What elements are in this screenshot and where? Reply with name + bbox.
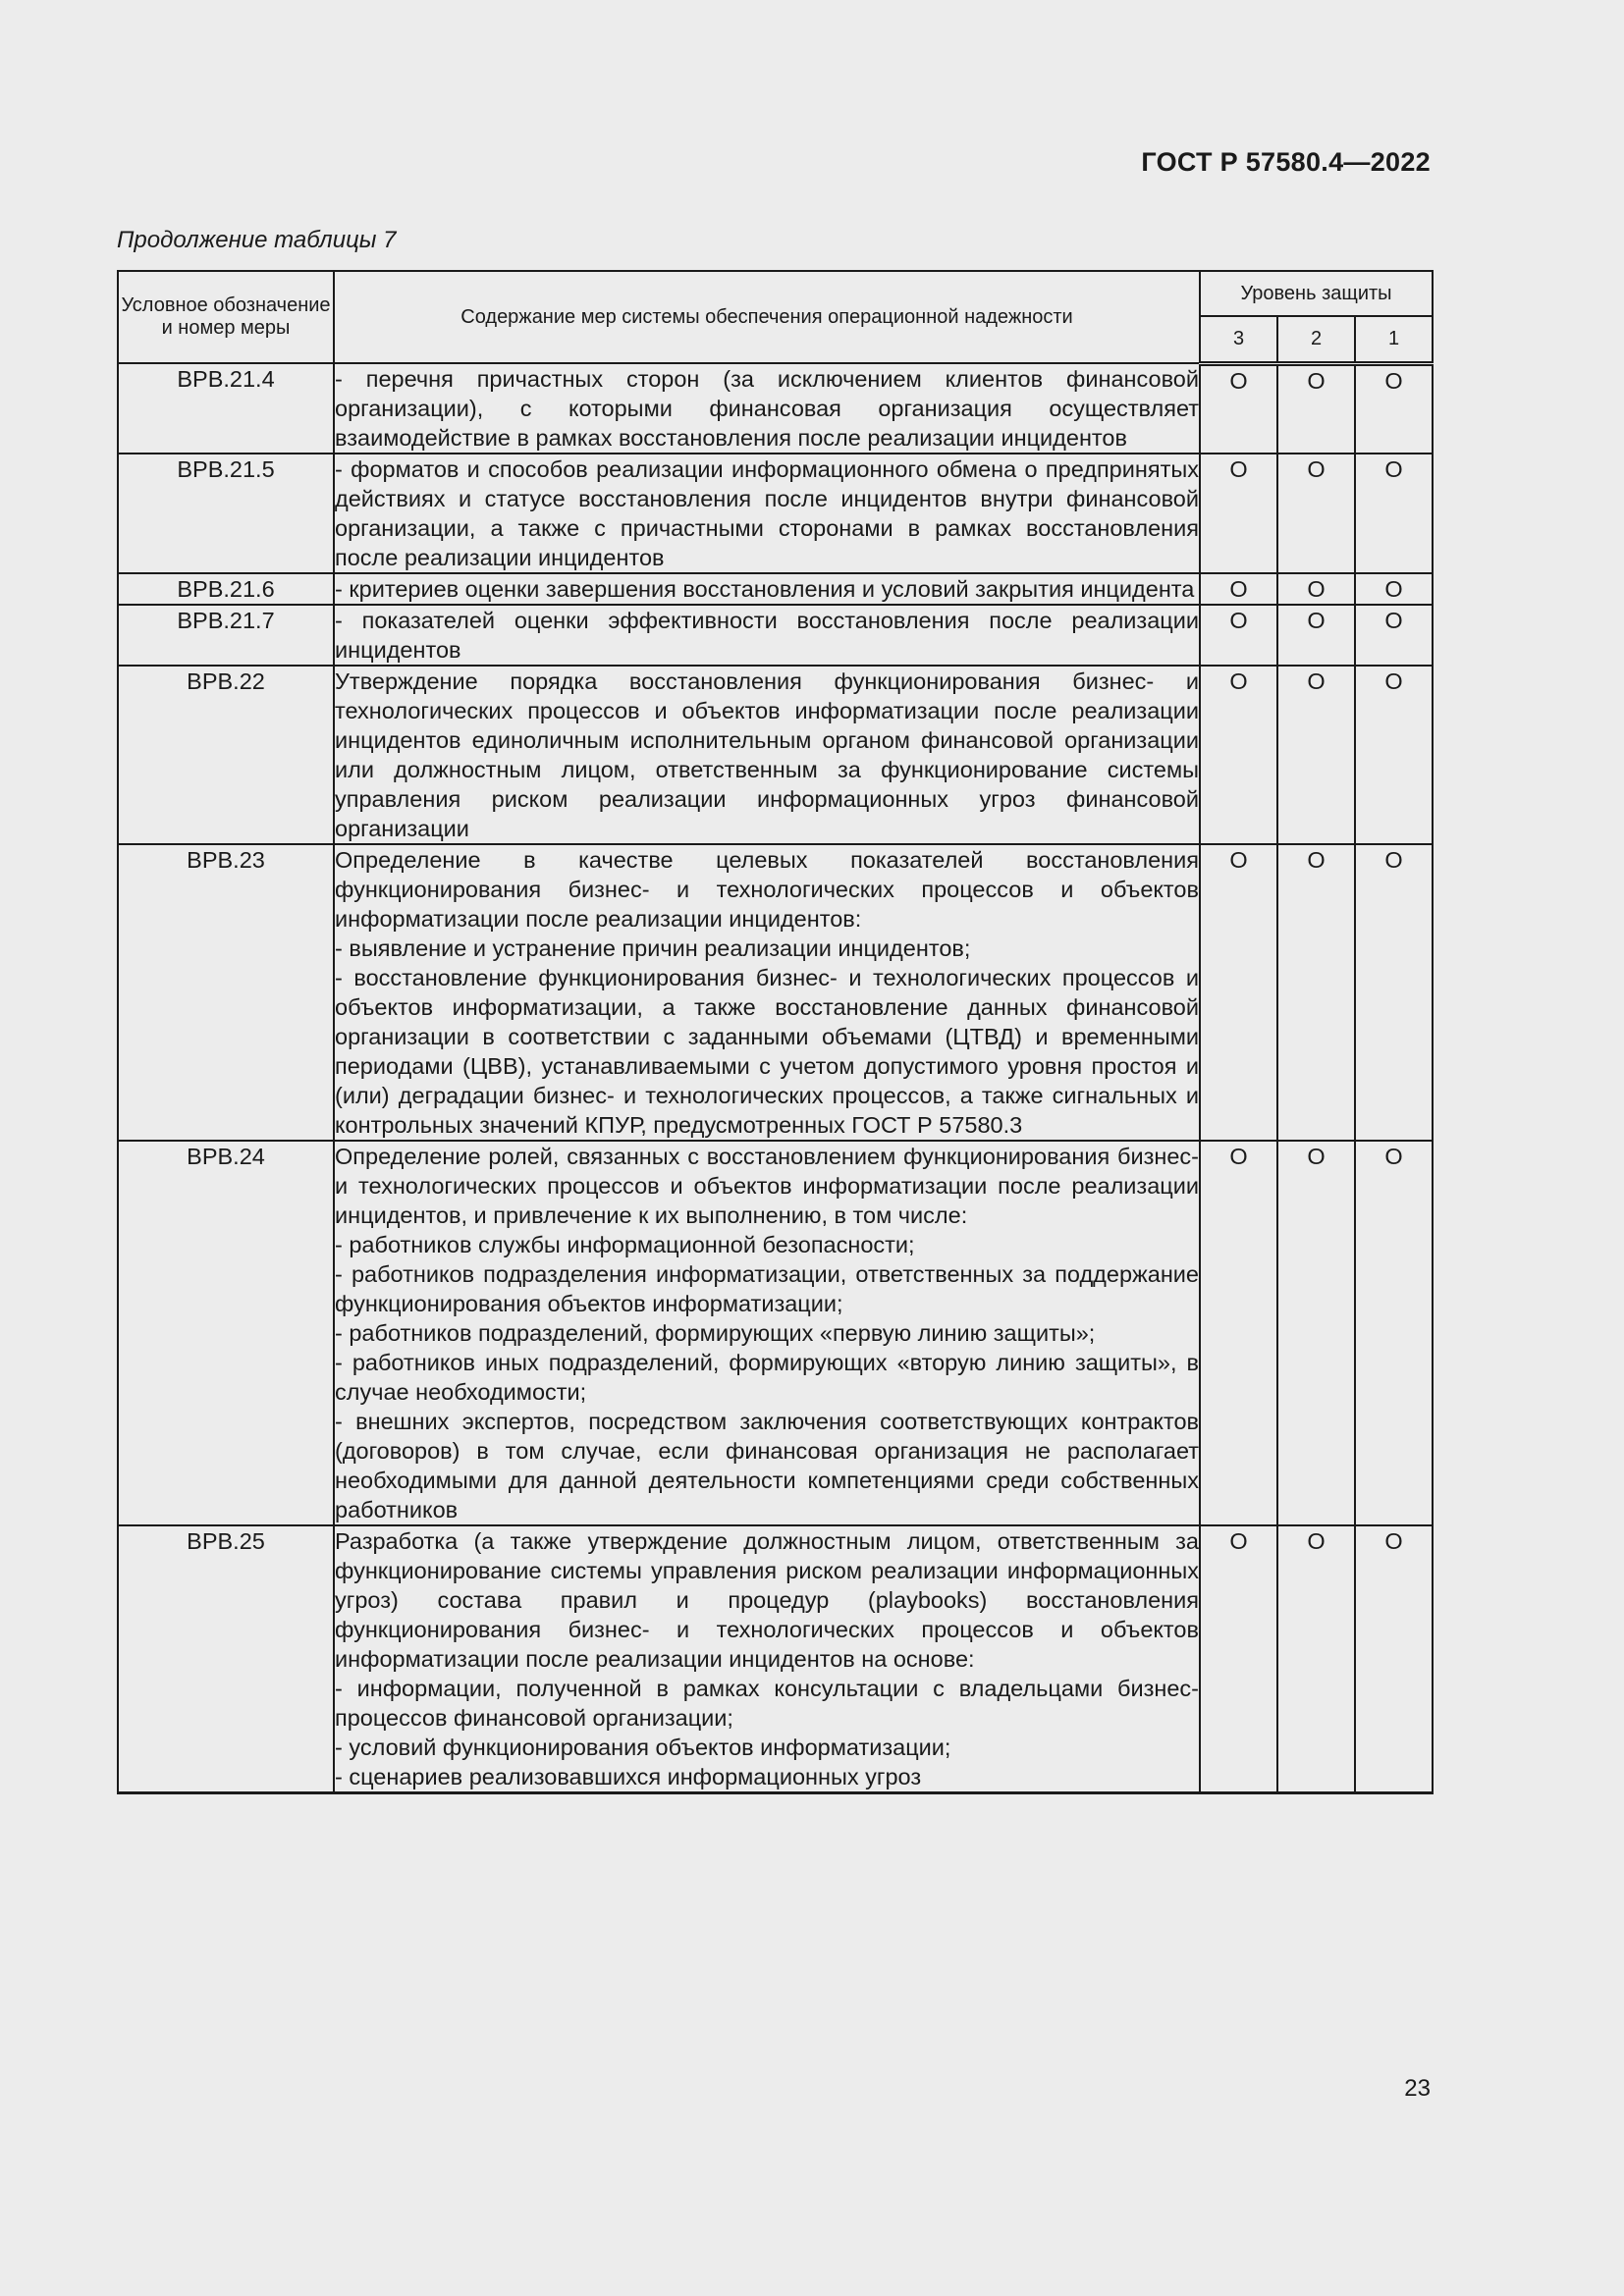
document-id: ГОСТ Р 57580.4—2022 xyxy=(1141,147,1431,177)
level-2-mark: О xyxy=(1277,844,1355,1141)
description-paragraph: Утверждение порядка восстановления функционирования бизнес- и технологических процессов и объектов информатизации после реализации инцидентов единоличным исполнительным органом финансовой организации или должностным лицом, ответственным за функционирование системы управления риском реализации информационных угроз финансовой организации xyxy=(335,668,1199,841)
description-paragraph: - восстановление функционирования бизнес- и технологических процессов и объектов информатизации, а также восстановление данных финансовой организации в соответствии с заданными объемами (ЦТВД) и временными периодами (ЦВВ), устанавливаемыми с учетом допустимого уровня простоя и (или) деградации бизнес- и технологических процессов, а также сигнальных и контрольных значений КПУР, предусмотренных ГОСТ Р 57580.3 xyxy=(335,965,1199,1138)
level-3-mark: О xyxy=(1200,666,1277,844)
level-3-mark: О xyxy=(1200,573,1277,605)
measure-description xyxy=(334,573,1200,605)
level-2-mark: О xyxy=(1277,454,1355,573)
table-row xyxy=(118,666,1433,844)
measure-description xyxy=(334,454,1200,573)
level-2-mark: О xyxy=(1277,363,1355,454)
measure-code: ВРВ.21.4 xyxy=(118,363,334,454)
level-header-1: 1 xyxy=(1355,316,1433,363)
description-paragraph: - работников иных подразделений, формирующих «вторую линию защиты», в случае необходимости; xyxy=(335,1350,1199,1405)
measure-code: ВРВ.21.7 xyxy=(118,605,334,666)
description-paragraph: - выявление и устранение причин реализации инцидентов; xyxy=(335,935,971,961)
measure-code: ВРВ.21.5 xyxy=(118,454,334,573)
description-paragraph: Разработка (а также утверждение должностным лицом, ответственным за функционирование системы управления риском реализации информационных угроз) состава правил и процедур (playbooks) восстановления функционирования бизнес- и технологических процессов и объектов информатизации после реализации инцидентов на основе: xyxy=(335,1528,1199,1672)
level-header-2: 2 xyxy=(1277,316,1355,363)
description-paragraph: - показателей оценки эффективности восстановления после реализации инцидентов xyxy=(335,608,1199,663)
level-2-mark: О xyxy=(1277,666,1355,844)
measure-code: ВРВ.23 xyxy=(118,844,334,1141)
level-2-mark: О xyxy=(1277,573,1355,605)
measure-description xyxy=(334,1141,1200,1525)
table-row xyxy=(118,363,1433,454)
table-row xyxy=(118,605,1433,666)
measure-description xyxy=(334,363,1200,454)
table-body xyxy=(118,363,1433,1793)
measures-table xyxy=(117,270,1434,1794)
description-paragraph: - работников службы информационной безопасности; xyxy=(335,1232,915,1257)
description-paragraph: - форматов и способов реализации информационного обмена о предпринятых действиях и статусе восстановления после инцидентов внутри финансовой организации, а также с причастными сторонами в рамках восстановления после реализации инцидентов xyxy=(335,456,1199,570)
level-1-mark: О xyxy=(1355,363,1433,454)
level-3-mark: О xyxy=(1200,1525,1277,1793)
level-3-mark: О xyxy=(1200,1141,1277,1525)
level-2-mark: О xyxy=(1277,605,1355,666)
level-3-mark: О xyxy=(1200,605,1277,666)
level-1-mark: О xyxy=(1355,844,1433,1141)
table-row xyxy=(118,454,1433,573)
measure-code: ВРВ.21.6 xyxy=(118,573,334,605)
description-paragraph: - критериев оценки завершения восстановления и условий закрытия инцидента xyxy=(335,576,1195,602)
level-1-mark: О xyxy=(1355,454,1433,573)
description-paragraph: - внешних экспертов, посредством заключения соответствующих контрактов (договоров) в том случае, если финансовая организация не располагает необходимыми для данной деятельности компетенциями среди собственных работников xyxy=(335,1409,1199,1522)
measure-code: ВРВ.22 xyxy=(118,666,334,844)
level-1-mark: О xyxy=(1355,666,1433,844)
level-3-mark: О xyxy=(1200,363,1277,454)
description-paragraph: - сценариев реализовавшихся информационных угроз xyxy=(335,1764,922,1789)
table-row xyxy=(118,1141,1433,1525)
level-1-mark: О xyxy=(1355,1141,1433,1525)
description-paragraph: - работников подразделения информатизации, ответственных за поддержание функционирования объектов информатизации; xyxy=(335,1261,1199,1316)
level-1-mark: О xyxy=(1355,1525,1433,1793)
table-row xyxy=(118,573,1433,605)
level-1-mark: О xyxy=(1355,605,1433,666)
description-paragraph: Определение ролей, связанных с восстановлением функционирования бизнес- и технологических процессов и объектов информатизации после реализации инцидентов, и привлечение к их выполнению, в том числе: xyxy=(335,1144,1199,1228)
measure-description xyxy=(334,844,1200,1141)
level-3-mark: О xyxy=(1200,844,1277,1141)
table-row xyxy=(118,844,1433,1141)
description-paragraph: - условий функционирования объектов информатизации; xyxy=(335,1735,951,1760)
table-row xyxy=(118,1525,1433,1793)
column-header-protection-level: Уровень защиты xyxy=(1200,271,1433,316)
level-2-mark: О xyxy=(1277,1141,1355,1525)
column-header-code: Условное обозначение и номер меры xyxy=(118,271,334,363)
description-paragraph: - работников подразделений, формирующих «первую линию защиты»; xyxy=(335,1320,1096,1346)
page-number: 23 xyxy=(1404,2075,1431,2102)
measure-description xyxy=(334,1525,1200,1793)
description-paragraph: - информации, полученной в рамках консультации с владельцами бизнес-процессов финансовой организации; xyxy=(335,1676,1199,1731)
level-header-3: 3 xyxy=(1200,316,1277,363)
level-3-mark: О xyxy=(1200,454,1277,573)
level-2-mark: О xyxy=(1277,1525,1355,1793)
level-1-mark: О xyxy=(1355,573,1433,605)
measure-description xyxy=(334,605,1200,666)
measure-code: ВРВ.24 xyxy=(118,1141,334,1525)
measure-description xyxy=(334,666,1200,844)
column-header-description: Содержание мер системы обеспечения операционной надежности xyxy=(334,271,1200,363)
description-paragraph: - перечня причастных сторон (за исключением клиентов финансовой организации), с которыми финансовая организация осуществляет взаимодействие в рамках восстановления после реализации инцидентов xyxy=(335,366,1199,451)
table-caption: Продолжение таблицы 7 xyxy=(117,227,397,253)
measure-code: ВРВ.25 xyxy=(118,1525,334,1793)
description-paragraph: Определение в качестве целевых показателей восстановления функционирования бизнес- и технологических процессов и объектов информатизации после реализации инцидентов: xyxy=(335,847,1199,932)
